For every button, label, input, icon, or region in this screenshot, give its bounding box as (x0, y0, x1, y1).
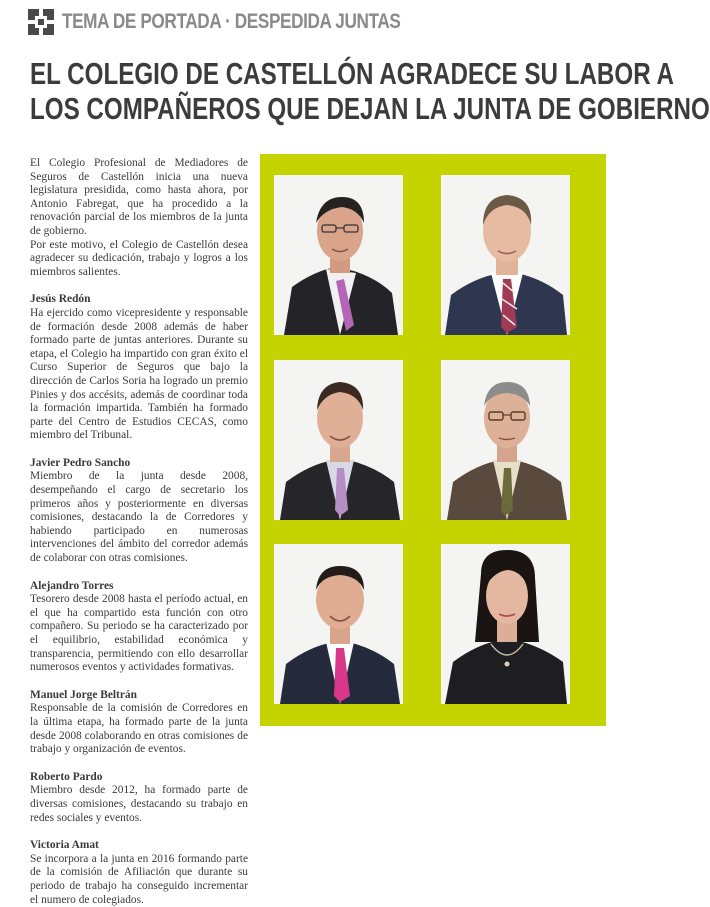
member-name: Victoria Amat (30, 839, 99, 852)
member-text: Miembro desde 2012, ha formado parte de diversas comisiones, destacando su trabajo en redes sociales y eventos. (30, 784, 248, 824)
publication-logo-icon (28, 9, 54, 35)
intro-paragraph-1: El Colegio Profesional de Mediadores de Seguros de Castellón inicia una nueva legislatura presidida, como hasta ahora, por Antonio Fabregat, que ha procedido a la renovación parcial de los miembros de la junta de gobierno. (30, 157, 248, 237)
member-name: Manuel Jorge Beltrán (30, 688, 137, 701)
member-text: Ha ejercido como vicepresidente y responsable de formación desde 2008 además de haber formado parte de juntas anteriores. Durante su etapa, el Colegio ha impartido con gran éxito el Curso Superior de Seguros que bajo la dirección de Carlos Soria ha logrado un premio Pinies y dos accésits, además de coordinar toda la formación impartida. También ha formado parte del Centro de Estudios CECAS, como miembro del Tribunal. (30, 306, 248, 442)
article-body (30, 157, 248, 907)
article-title (30, 56, 710, 126)
portrait-photo-jesus-redon (274, 175, 403, 335)
member-text: Tesorero desde 2008 hasta el período actual, en el que ha compartido esta función con otro compañero. Su periodo se ha caracterizado por el equilibrio, estabilidad económica y transparencia, permitiendo con ello desarrollar numerosos eventos y actividades formativas. (30, 593, 248, 674)
title-line-1: EL COLEGIO DE CASTELLÓN AGRADECE SU LABOR A (30, 56, 674, 91)
portrait-photo-manuel-jorge-beltran (441, 360, 570, 520)
member-text: Se incorpora a la junta en 2016 formando parte de la comisión de Afiliación que durante su periodo de trabajo ha conseguido incrementar el numero de colegiados. (30, 852, 248, 906)
member-name: Roberto Pardo (30, 770, 103, 783)
intro-paragraph-2: Por este motivo, el Colegio de Castellón desea agradecer su dedicación, trabajo y logros a los miembros salientes. (30, 238, 248, 278)
section-header (28, 8, 475, 36)
portrait-photo-victoria-amat (441, 544, 570, 704)
portrait-photo-alejandro-torres (274, 360, 403, 520)
member-name: Jesús Redón (30, 293, 91, 306)
title-line-2: LOS COMPAÑEROS QUE DEJAN LA JUNTA DE GOBIERNO (30, 91, 710, 126)
member-text: Responsable de la comisión de Corredores en la última etapa, ha formado parte de la junta desde 2008 colaborando en otras comisiones de trabajo y organización de eventos. (30, 702, 248, 756)
member-text: Miembro de la junta desde 2008, desempeñando el cargo de secretario los primeros años y posteriormente en diversas comisiones, destacando la de Corredores y habiendo participado en numerosas intervenciones del ámbito del corredor además de colaborar con otras comisiones. (30, 470, 248, 565)
photo-panel (260, 154, 606, 726)
section-label: TEMA DE PORTADA · DESPEDIDA JUNTAS (62, 10, 401, 33)
portrait-photo-javier-pedro-sancho (441, 175, 570, 335)
member-name: Alejandro Torres (30, 579, 114, 592)
member-name: Javier Pedro Sancho (30, 456, 131, 469)
portrait-photo-roberto-pardo (274, 544, 403, 704)
